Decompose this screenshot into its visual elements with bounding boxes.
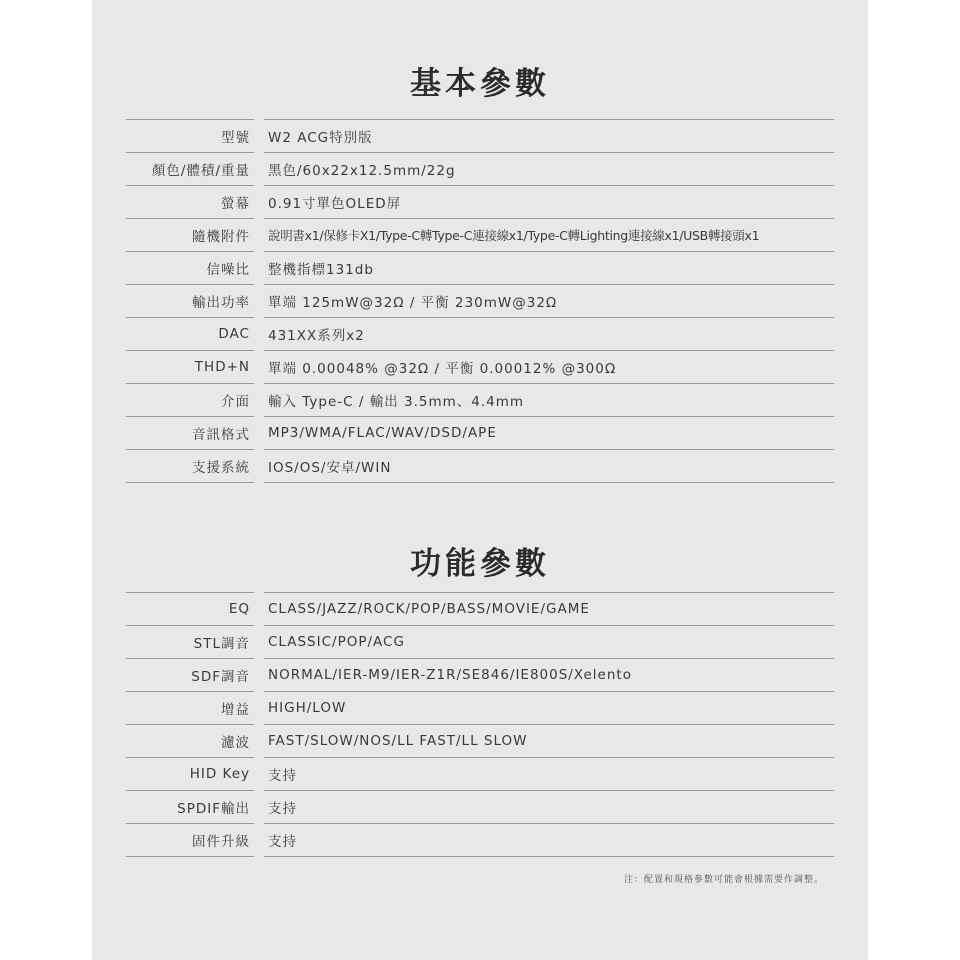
table-row <box>126 416 834 449</box>
table-row <box>126 823 834 857</box>
row-key: 音訊格式 <box>192 427 250 443</box>
row-value: W2 ACG特別版 <box>268 130 373 146</box>
row-key: HID Key <box>189 766 250 782</box>
row-value: MP3/WMA/FLAC/WAV/DSD/APE <box>268 425 497 441</box>
table-row <box>126 383 834 416</box>
row-value: 單端 0.00048% @32Ω / 平衡 0.00012% @300Ω <box>268 361 617 377</box>
row-value: 支持 <box>268 768 297 784</box>
table-row <box>126 350 834 383</box>
table-row <box>126 592 834 625</box>
row-value: HIGH/LOW <box>268 700 347 716</box>
row-key: SPDIF輸出 <box>177 801 250 817</box>
row-value: 黑色/60x22x12.5mm/22g <box>268 163 456 179</box>
row-key: 支援系統 <box>192 460 250 476</box>
function-params-title: 功能參數 <box>410 546 550 582</box>
row-value: 輸入 Type-C / 輸出 3.5mm、4.4mm <box>268 394 525 410</box>
row-key: THD+N <box>194 359 250 375</box>
row-key: 輸出功率 <box>192 295 250 311</box>
row-key: 濾波 <box>221 735 250 751</box>
row-value: 支持 <box>268 834 297 850</box>
table-row <box>126 317 834 350</box>
row-value: 說明書x1/保修卡X1/Type-C轉Type-C連接線x1/Type-C轉Lighting連接線x1/USB轉接頭x1 <box>268 228 760 243</box>
basic-params-table <box>126 119 834 483</box>
row-value: 整機指標131db <box>268 262 374 278</box>
table-row <box>126 218 834 251</box>
table-row <box>126 790 834 823</box>
row-key: 型號 <box>221 130 250 146</box>
row-value: NORMAL/IER-M9/IER-Z1R/SE846/IE800S/Xelento <box>268 667 632 683</box>
row-key: STL調音 <box>193 636 250 652</box>
row-key: 顏色/體積/重量 <box>151 163 250 179</box>
row-value: 單端 125mW@32Ω / 平衡 230mW@32Ω <box>268 295 558 311</box>
row-value: IOS/OS/安卓/WIN <box>268 460 392 476</box>
table-row <box>126 691 834 724</box>
table-row <box>126 757 834 790</box>
row-key: 介面 <box>221 394 250 410</box>
row-key: EQ <box>228 601 250 617</box>
row-key: 隨機附件 <box>192 229 250 245</box>
table-row <box>126 625 834 658</box>
function-params-table <box>126 592 834 857</box>
table-row <box>126 658 834 691</box>
row-value: CLASSIC/POP/ACG <box>268 634 405 650</box>
spec-panel <box>92 0 868 960</box>
row-key: SDF調音 <box>191 669 250 685</box>
table-row <box>126 251 834 284</box>
table-row <box>126 152 834 185</box>
row-value: FAST/SLOW/NOS/LL FAST/LL SLOW <box>268 733 528 749</box>
row-value: 431XX系列x2 <box>268 328 365 344</box>
table-row <box>126 449 834 483</box>
basic-params-title: 基本參數 <box>410 66 550 102</box>
table-row <box>126 284 834 317</box>
row-key: 螢幕 <box>221 196 250 212</box>
row-key: 固件升級 <box>192 834 250 850</box>
row-key: DAC <box>218 326 250 342</box>
row-key: 增益 <box>221 702 250 718</box>
table-row <box>126 724 834 757</box>
row-key: 信噪比 <box>206 262 250 278</box>
table-row <box>126 119 834 152</box>
row-value: CLASS/JAZZ/ROCK/POP/BASS/MOVIE/GAME <box>268 601 590 617</box>
row-value: 支持 <box>268 801 297 817</box>
footnote: 注：配置和規格參數可能會根據需要作調整。 <box>623 875 824 885</box>
table-row <box>126 185 834 218</box>
row-value: 0.91寸單色OLED屏 <box>268 196 402 212</box>
